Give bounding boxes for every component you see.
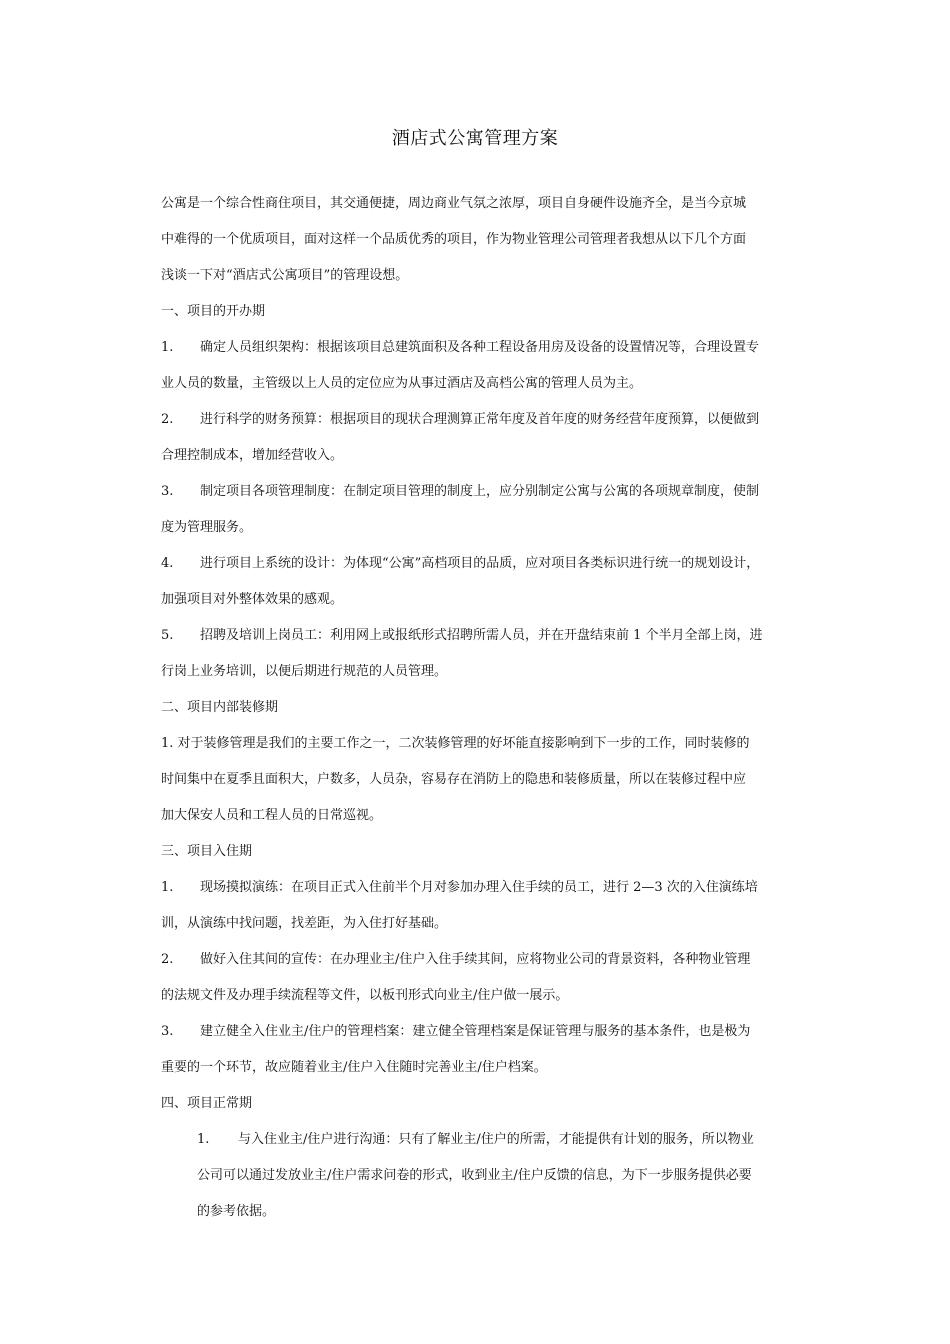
section-heading: 四、项目正常期 xyxy=(161,1096,253,1111)
list-item-continuation: 公司可以通过发放业主/住户需求问卷的形式，收到业主/住户反馈的信息，为下一步服务提供必要 xyxy=(197,1168,752,1183)
list-item-continuation: 的法规文件及办理手续流程等文件，以板刊形式向业主/住户做一展示。 xyxy=(161,988,569,1003)
list-item-continuation: 行岗上业务培训，以便后期进行规范的人员管理。 xyxy=(161,664,448,679)
list-item xyxy=(161,951,801,969)
document-title: 酒店式公寓管理方案 xyxy=(391,128,559,149)
list-item xyxy=(161,483,801,501)
list-item-continuation: 业人员的数量，主管级以上人员的定位应为从事过酒店及高档公寓的管理人员为主。 xyxy=(161,376,643,391)
list-number: 2. xyxy=(161,952,174,967)
paragraph-line: 1. 对于装修管理是我们的主要工作之一，二次装修管理的好坏能直接影响到下一步的工作，同时装修的 xyxy=(161,736,750,751)
list-number: 2. xyxy=(161,412,174,427)
list-number: 1. xyxy=(161,880,174,895)
intro-line: 公寓是一个综合性商住项目，其交通便捷，周边商业气氛之浓厚，项目自身硬件设施齐全，是当今京城 xyxy=(161,196,747,211)
list-item xyxy=(161,627,801,645)
list-number: 1. xyxy=(161,340,174,355)
paragraph-line: 加大保安人员和工程人员的日常巡视。 xyxy=(161,808,383,823)
list-text: 建立健全入住业主/住户的管理档案：建立健全管理档案是保证管理与服务的基本条件，也是极为 xyxy=(200,1024,751,1039)
list-item xyxy=(161,555,801,573)
list-text: 现场摸拟演练：在项目正式入住前半个月对参加办理入住手续的员工，进行 2—3 次的入住演练培 xyxy=(200,880,758,895)
list-item xyxy=(161,411,801,429)
list-text: 做好入住其间的宣传：在办理业主/住户入住手续其间，应将物业公司的背景资料，各种物业管理 xyxy=(200,952,751,967)
list-number: 5. xyxy=(161,628,174,643)
list-text: 招聘及培训上岗员工：利用网上或报纸形式招聘所需人员，并在开盘结束前 1 个半月全部上岗，进 xyxy=(200,628,763,643)
list-item-continuation: 的参考依据。 xyxy=(197,1204,276,1219)
list-item xyxy=(197,1131,807,1149)
list-text: 进行科学的财务预算：根据项目的现状合理测算正常年度及首年度的财务经营年度预算，以便做到 xyxy=(200,412,760,427)
list-text: 进行项目上系统的设计：为体现“公寓”高档项目的品质，应对项目各类标识进行统一的规划设计， xyxy=(200,556,760,571)
section-heading: 二、项目内部装修期 xyxy=(161,700,279,715)
list-number: 1. xyxy=(197,1132,210,1147)
list-item-continuation: 训，从演练中找问题，找差距，为入住打好基础。 xyxy=(161,916,448,931)
intro-line: 浅谈一下对“酒店式公寓项目”的管理设想。 xyxy=(161,268,409,283)
list-number: 4. xyxy=(161,556,174,571)
section-heading: 一、项目的开办期 xyxy=(161,304,266,319)
list-item xyxy=(161,339,801,357)
list-item-continuation: 加强项目对外整体效果的感观。 xyxy=(161,592,344,607)
section-heading: 三、项目入住期 xyxy=(161,844,253,859)
list-text: 确定人员组织架构：根据该项目总建筑面积及各种工程设备用房及设备的设置情况等，合理设置专 xyxy=(200,340,760,355)
list-item-continuation: 重要的一个环节，故应随着业主/住户入住随时完善业主/住户档案。 xyxy=(161,1060,547,1075)
list-number: 3. xyxy=(161,1024,174,1039)
paragraph-line: 时间集中在夏季且面积大，户数多，人员杂，容易存在消防上的隐患和装修质量，所以在装修过程中应 xyxy=(161,772,747,787)
list-item xyxy=(161,1023,801,1041)
list-text: 与入住业主/住户进行沟通：只有了解业主/住户的所需，才能提供有计划的服务，所以物业 xyxy=(238,1132,754,1147)
list-number: 3. xyxy=(161,484,174,499)
list-item-continuation: 合理控制成本，增加经营收入。 xyxy=(161,448,344,463)
intro-line: 中难得的一个优质项目，面对这样一个品质优秀的项目，作为物业管理公司管理者我想从以下几个方面 xyxy=(161,232,747,247)
list-item-continuation: 度为管理服务。 xyxy=(161,520,253,535)
list-text: 制定项目各项管理制度：在制定项目管理的制度上，应分别制定公寓与公寓的各项规章制度，使制 xyxy=(200,484,760,499)
list-item xyxy=(161,879,801,897)
